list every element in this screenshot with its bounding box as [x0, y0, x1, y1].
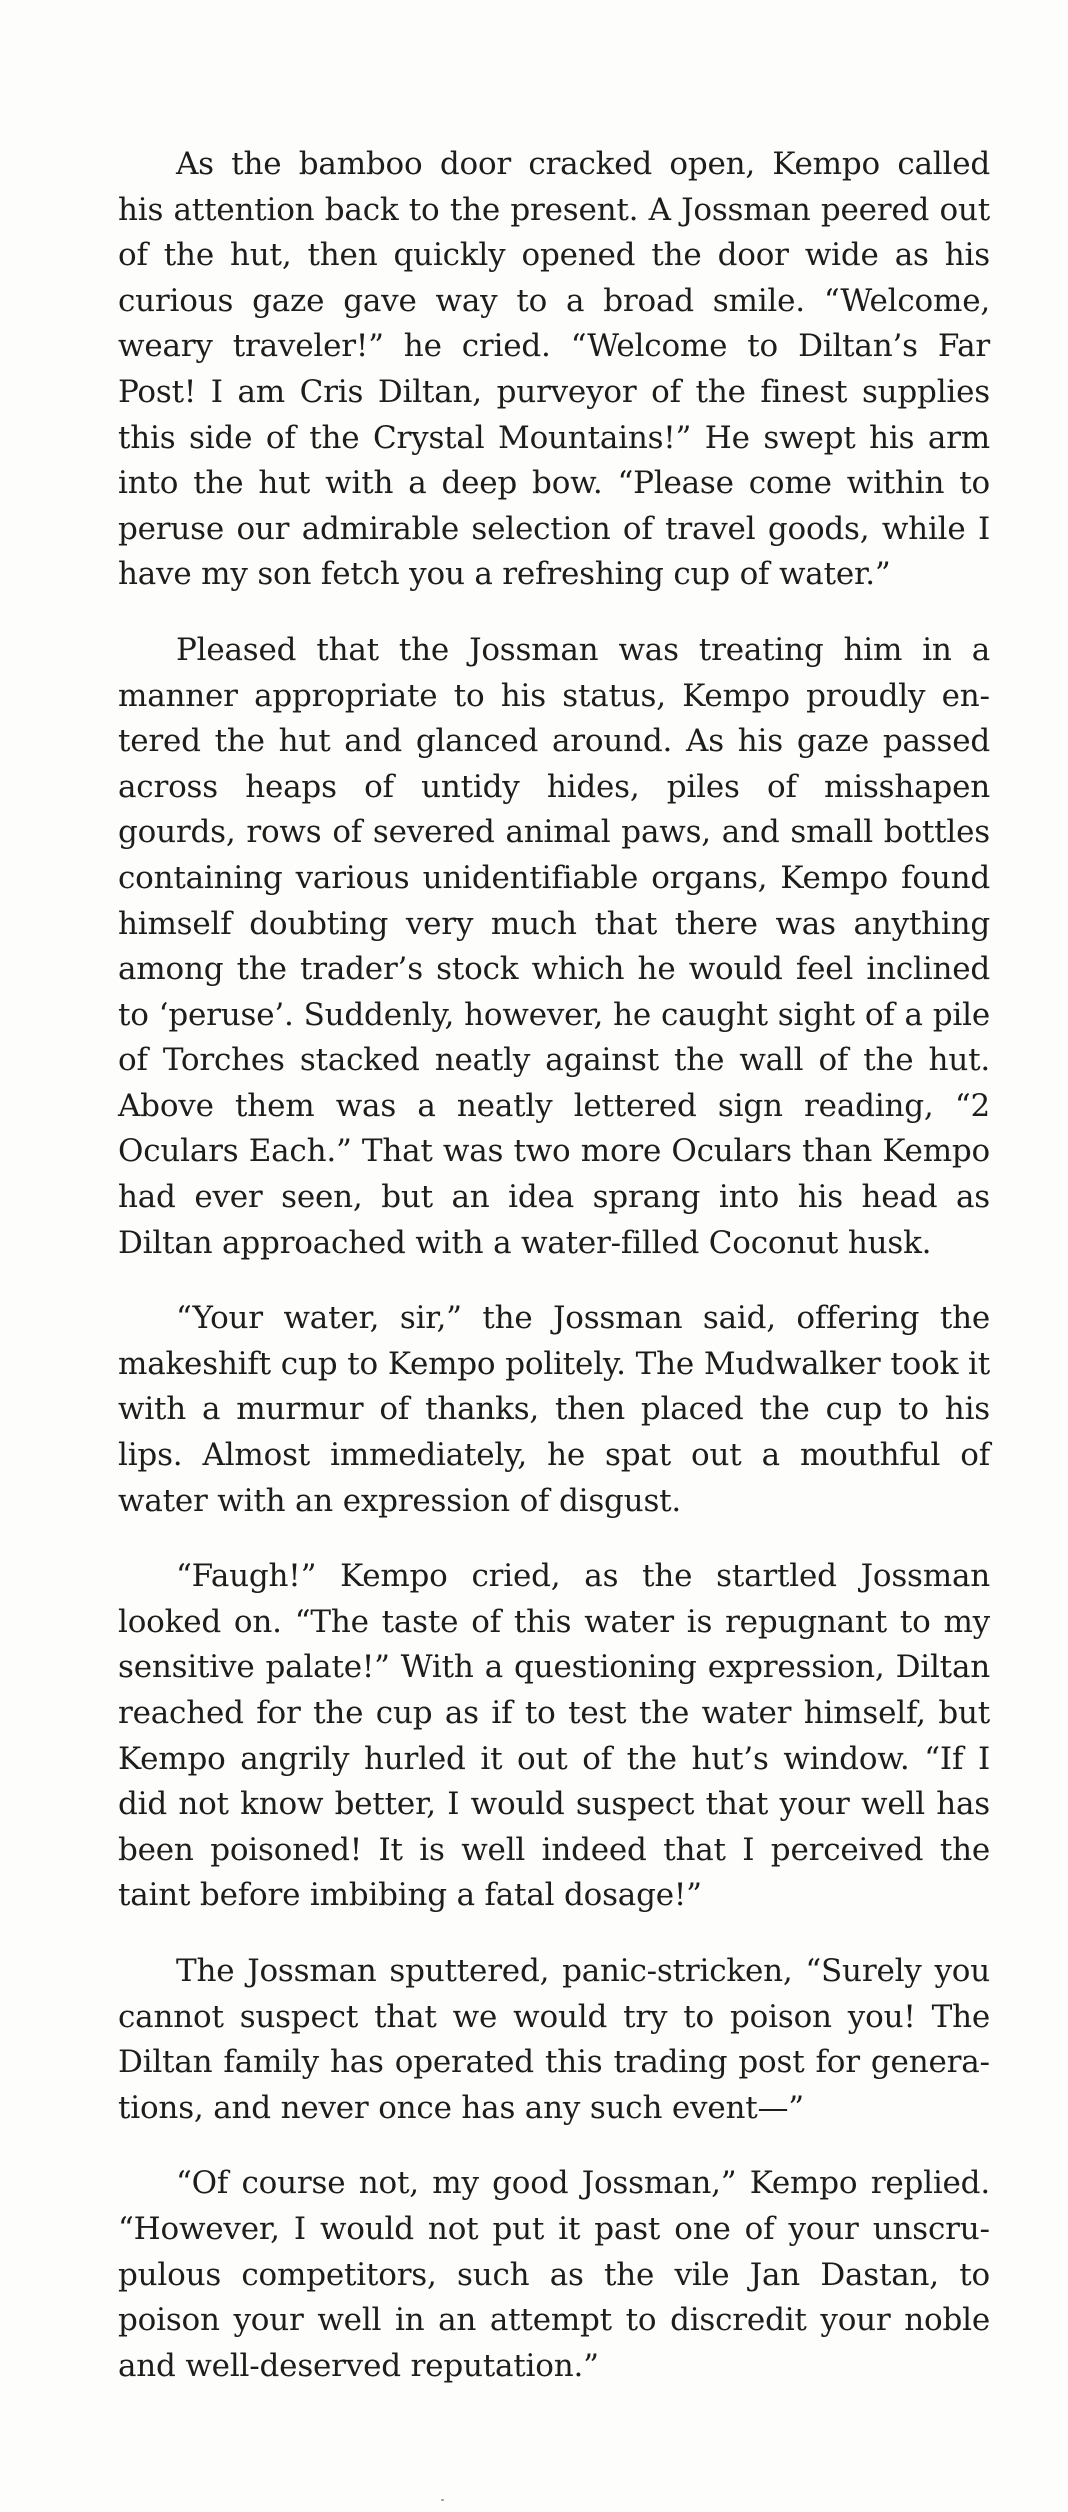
- paragraph-1: As the bamboo door cracked open, Kempo called his attention back to the present. A Jossman peered out of the hut, then quickly opened the door wide as his curious gaze gave way to a broad smile. “Welcome, weary traveler!” he cried. “Welcome to Diltan’s Far Post! I am Cris Diltan, purveyor of the finest supplies this side of the Crystal Mountains!” He swept his arm into the hut with a deep bow. “Please come within to peruse our admirable selection of travel goods, while I have my son fetch you a refreshing cup of water.”: [118, 146, 990, 593]
- scan-speck: [441, 2499, 444, 2501]
- paragraph-5: The Jossman sputtered, panic-stricken, “Surely you cannot suspect that we would try to poison you! The Diltan family has operated this trading post for generations, and never once has any such event—”: [118, 1952, 990, 2126]
- paragraph-2: Pleased that the Jossman was treating him in a manner appropriate to his status, Kempo proudly entered the hut and glanced around. As his gaze passed across heaps of untidy hides, piles of misshapen gourds, rows of severed animal paws, and small bottles containing various unidentifiable organs, Kempo found himself doubting very much that there was anything among the trader’s stock which he would feel inclined to ‘peruse’. Suddenly, however, he caught sight of a pile of Torches stacked neatly against the wall of the hut. Above them was a neatly lettered sign reading, “2 Oculars Each.” That was two more Oculars than Kempo had ever seen, but an idea sprang into his head as Diltan approached with a water-filled Coconut husk.: [118, 631, 990, 1261]
- body-text: [118, 142, 990, 2419]
- paragraph-4: “Faugh!” Kempo cried, as the startled Jossman looked on. “The taste of this water is repugnant to my sensitive palate!” With a questioning expression, Diltan reached for the cup as if to test the water himself, but Kempo angrily hurled it out of the hut’s window. “If I did not know better, I would suspect that your well has been poisoned! It is well indeed that I perceived the taint before imbibing a fatal dosage!”: [118, 1558, 990, 1914]
- paragraph-6: “Of course not, my good Jossman,” Kempo replied. “However, I would not put it past one of your unscrupulous competitors, such as the vile Jan Dastan, to poison your well in an attempt to discredit your noble and well-deserved reputation.”: [118, 2165, 990, 2384]
- paragraph-3: “Your water, sir,” the Jossman said, offering the makeshift cup to Kempo politely. The Mudwalker took it with a murmur of thanks, then placed the cup to his lips. Almost immediately, he spat out a mouthful of water with an expression of disgust.: [118, 1300, 990, 1519]
